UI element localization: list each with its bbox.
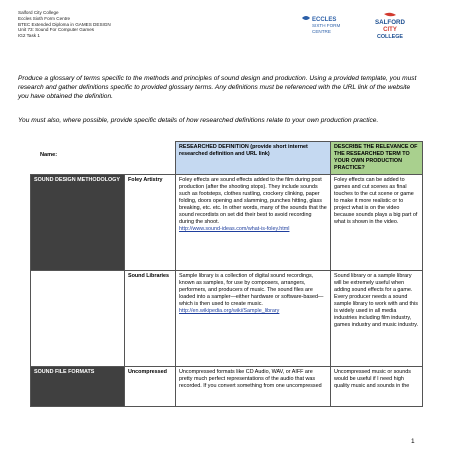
salford-city-college-logo (364, 12, 416, 42)
header-line: Unit 73: Sound For Computer Games (18, 27, 95, 33)
relevance-cell: Foley effects can be added to games and cut scenes as final touches to the cut scene or game to make it more realistic or to project what is on the video because sounds plays a big part of what is shown in the video. (331, 175, 423, 271)
definition-url-link[interactable]: http://en.wikipedia.org/wiki/Sample_library (179, 308, 280, 314)
logo-text: SIXTH FORM (312, 23, 341, 28)
header-line: Eccles Sixth Form Centre (18, 15, 71, 21)
table-row (31, 271, 423, 367)
table-row (31, 175, 423, 271)
term-cell: Sound Libraries (125, 271, 176, 367)
definition-cell (176, 271, 331, 367)
definition-cell (176, 367, 331, 407)
definition-text: Foley effects are sound effects added to the film during post production (after the shooting stops). They include sounds such as footsteps, clothes rustling, crockery clinking, paper folding, doors opening and slamming, punches hitting, glass breaking, etc. etc. In other words, many of the sounds that the sound recordists on set did their best to avoid recording during the shoot. (179, 177, 327, 225)
category-empty-cell (31, 271, 125, 367)
logo-text: CITY (383, 27, 397, 33)
table-header-row (31, 142, 423, 175)
definition-url-link[interactable]: http://www.sound-ideas.com/what-is-foley.html (179, 226, 290, 232)
definition-column-header: RESEARCHED DEFINITION (provide short internet researched definition and URL link) (176, 142, 331, 175)
definition-cell (176, 175, 331, 271)
logo-text: CENTRE (312, 29, 331, 34)
instructions-paragraph-2: You must also, where possible, provide specific details of how researched definitions relate to your own production practice. (18, 117, 379, 124)
glossary-table (30, 141, 423, 407)
relevance-cell: Uncompressed music or sounds would be useful if I need high quality music and sounds in the (331, 367, 423, 407)
page-number: 1 (411, 438, 415, 445)
name-label: Name: (40, 152, 58, 158)
definition-text: Uncompressed formats like CD Audio, WAV, or AIFF are pretty much perfect representations of the audio that was recorded. If you convert something from one uncompressed (179, 369, 322, 389)
header-line: IG2 Task 1 (18, 33, 40, 39)
category-sound-design-methodology: SOUND DESIGN METHODOLOGY (31, 175, 125, 271)
term-cell: Uncompressed (125, 367, 176, 407)
document-header (18, 10, 111, 39)
logo-text: SALFORD (375, 19, 405, 26)
relevance-cell: Sound library or a sample library will be extremely useful when adding sound effects for a game. Every producer needs a sound sample library to work with and this is widely used in all media industries including film industry, games industry and music industry. (331, 271, 423, 367)
relevance-column-header: DESCRIBE THE RELEVANCE OF THE RESEARCHED TERM TO YOUR OWN PRODUCTION PRACTICE? (331, 142, 423, 175)
eccles-sixth-form-logo (300, 14, 348, 36)
term-cell: Foley Artistry (125, 175, 176, 271)
header-line: Salford City College (18, 10, 59, 15)
definition-text: Sample library is a collection of digital sound recordings, known as samples, for use by composers, arrangers, performers, and producers of music. The sound files are loaded into a sampler—either hardware or software-based—which is then used to create music. (179, 273, 324, 307)
category-sound-file-formats: SOUND FILE FORMATS (31, 367, 125, 407)
table-row (31, 367, 423, 407)
logo-text: COLLEGE (376, 34, 404, 40)
instructions-paragraph: Produce a glossary of terms specific to the methods and principles of sound design and production. Using a provided template, you must research and gather definitions specific to provided glossary terms. Any definitions must be referenced with the URL link of the website you have obtained the definition. (18, 75, 417, 101)
logo-text: ECCLES (312, 17, 337, 23)
header-line: BTEC Extended Diploma in GAMES DESIGN (18, 21, 111, 27)
